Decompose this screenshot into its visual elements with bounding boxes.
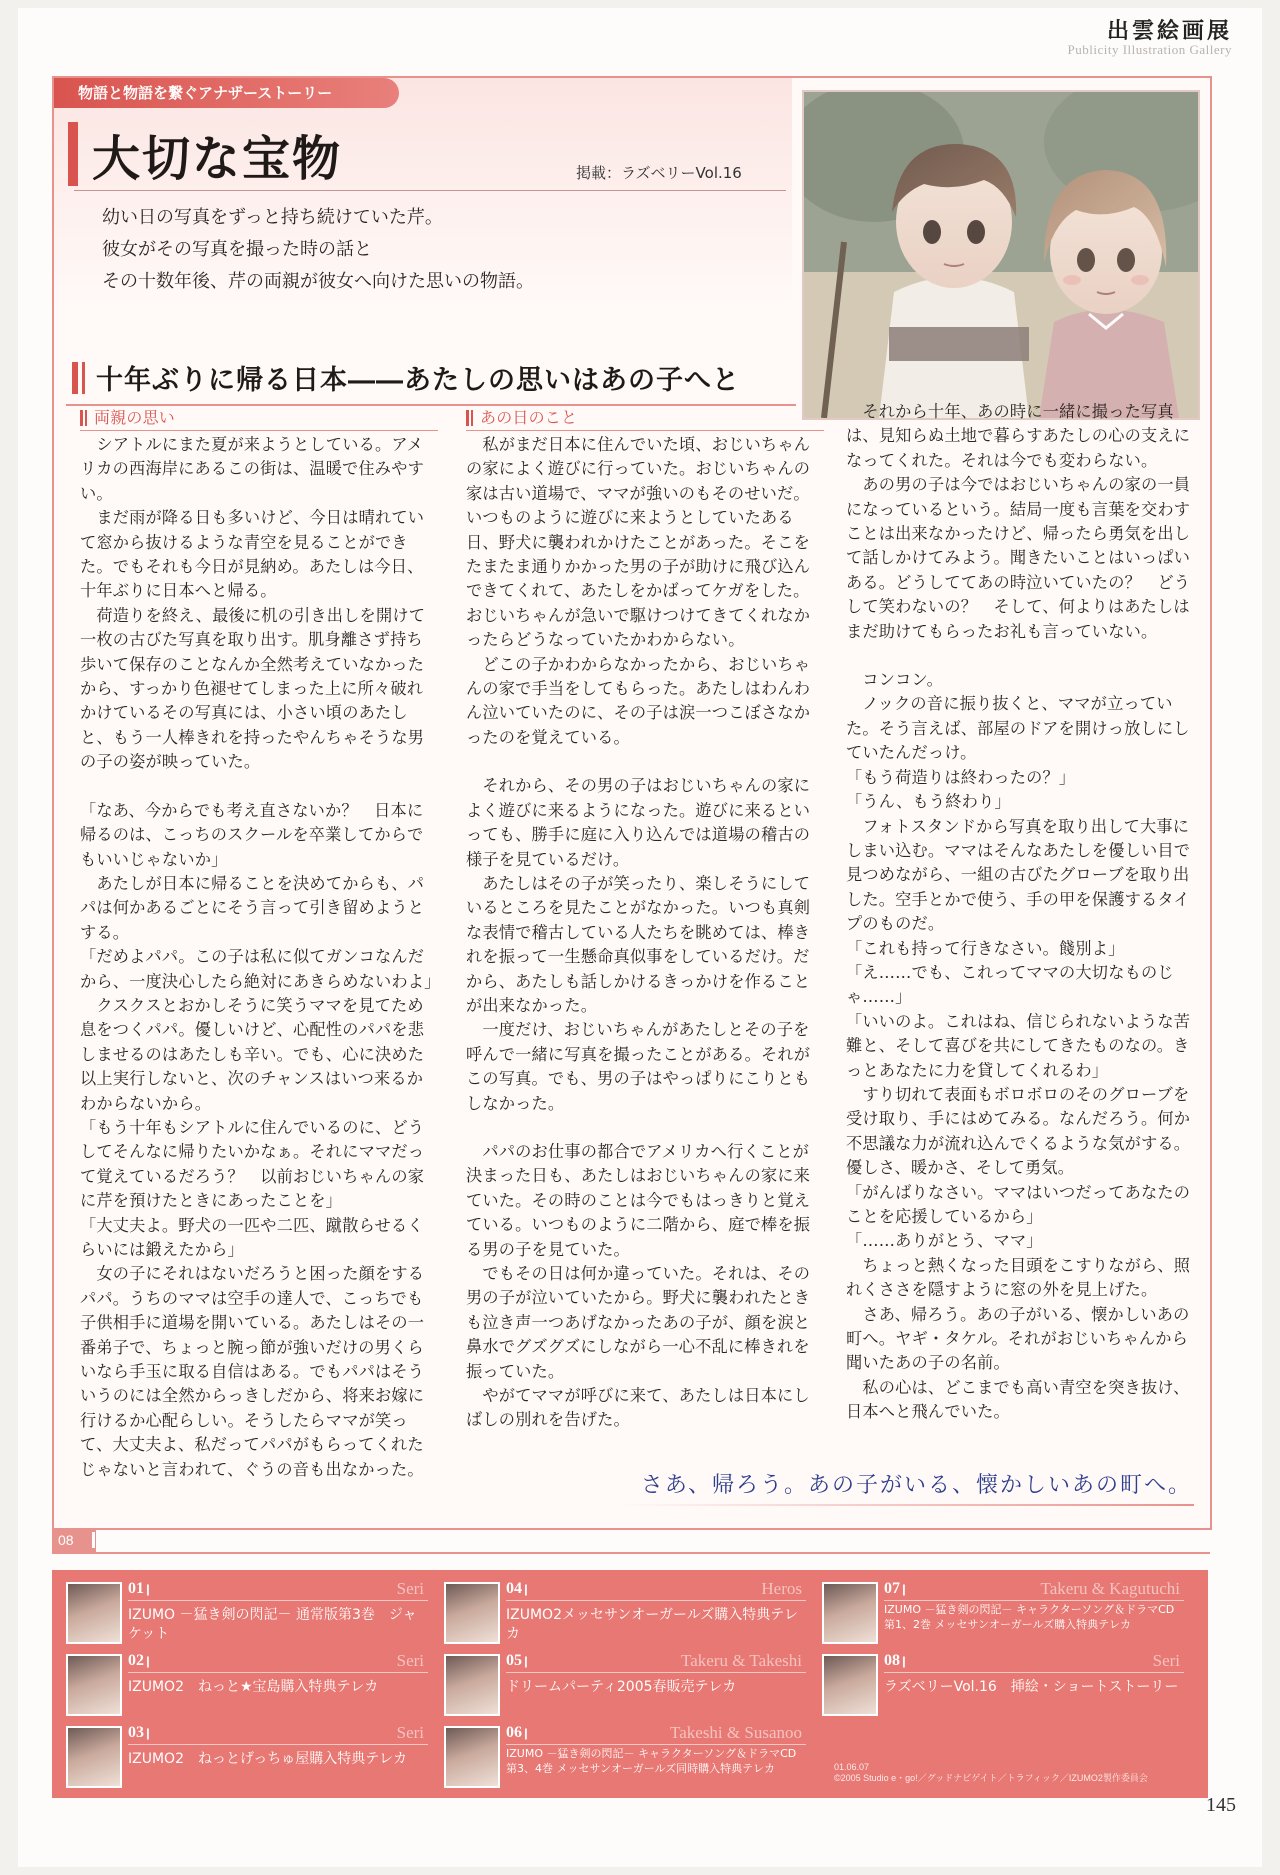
gallery-thumbnail xyxy=(822,1654,878,1716)
intro-line: 彼女がその写真を撮った時の話と xyxy=(102,239,372,260)
gallery-thumbnail xyxy=(66,1726,122,1788)
column-1 xyxy=(80,406,441,1482)
article-source: 掲載：ラズベリーVol.16 xyxy=(576,164,742,182)
paragraph: 「もう荷造りは終わったの？」 xyxy=(846,767,1076,787)
copyright-text: ©2005 Studio e・go!／グッドナビゲイト／トラフィック／IZUMO2製作委員会 xyxy=(834,1773,1148,1783)
paragraph: でもその日は何か違っていた。それは、その男の子が泣いていたから。野犬に襲われたときも泣き声一つあげなかったあの子が、顔を涙と鼻水でグズグズにしながら一心不乱に棒きれを振っていた。 xyxy=(466,1264,811,1381)
gallery-number: 07 ||| xyxy=(884,1580,912,1598)
header-title: 出雲絵画展 xyxy=(1106,18,1232,44)
paragraph: ちょっと熱くなった目頭をこすりながら、照れくささを隠すように窓の外を見上げた。 xyxy=(846,1255,1191,1300)
illustration-art xyxy=(804,92,1198,418)
paragraph: コンコン。 xyxy=(846,670,944,690)
gallery-character: Seri xyxy=(396,1579,424,1598)
gallery-thumbnail xyxy=(66,1654,122,1716)
gallery-description: IZUMO2メッセサンオーガールズ購入特典テレカ xyxy=(506,1607,799,1642)
article-intro xyxy=(102,202,762,298)
gallery-divider xyxy=(128,1600,428,1601)
paragraph: 「だめよパパ。この子は私に似てガンコなんだから、一度決心したら絶対にあきらめないわよ」 xyxy=(80,947,441,991)
paragraph: 私がまだ日本に住んでいた頃、おじいちゃんの家によく遊びに行っていた。おじいちゃんの家は古い道場で、ママが強いのもそのせいだ。いつものように遊びに来ようとしていたある日、野犬に襲われかけたことがあった。そこをたまたま通りかかった男の子が助けに飛び込んできてくれて、あたしをかばってケガをした。おじいちゃんが急いで駆けつけてきてくれなかったらどうなっていたかわからない。 xyxy=(466,435,811,650)
gallery-description: IZUMO －猛き剣の閃記－ キャラクターソング＆ドラマCD第1、2巻 メッセサンオーガールズ購入特典テレカ xyxy=(884,1603,1175,1631)
section-heading xyxy=(66,356,796,406)
gallery-item xyxy=(822,1652,1192,1720)
gallery-item xyxy=(444,1724,814,1792)
paragraph: パパのお仕事の都合でアメリカへ行くことが決まった日も、あたしはおじいちゃんの家に来ていた。その時のことは今でもはっきりと覚えている。いつものように二階から、庭で棒を振る男の子を見ていた。 xyxy=(466,1141,811,1259)
paragraph: さあ、帰ろう。あの子がいる、懐かしいあの町へ。ヤギ・タケル。それがおじいちゃんから聞いたあの子の名前。 xyxy=(846,1304,1190,1373)
paragraph: クスクスとおかしそうに笑うママを見てため息をつくパパ。優しいけど、心配性のパパを悲しませるのはあたしも辛い。でも、心に決めた以上実行しないと、次のチャンスはいつ来るかわからないから。 xyxy=(80,995,425,1113)
section-title: 十年ぶりに帰る日本――あたしの思いはあの子へと xyxy=(96,365,740,396)
gallery-divider xyxy=(884,1672,1184,1673)
gallery-character: Takeshi & Susanoo xyxy=(670,1723,802,1742)
paragraph: やがてママが呼びに来て、あたしは日本にしばしの別れを告げた。 xyxy=(466,1386,810,1430)
gallery-thumbnail xyxy=(444,1654,500,1716)
gallery-description: IZUMO －猛き剣の閃記－ 通常版第3巻 ジャケット xyxy=(128,1607,417,1642)
paragraph: 「大丈夫よ。野犬の一匹や二匹、蹴散らせるくらいには鍛えたから」 xyxy=(80,1215,424,1259)
gallery-item xyxy=(444,1580,814,1648)
gallery-item xyxy=(444,1652,814,1720)
paragraph: 「なあ、今からでも考え直さないか？ 日本に帰るのは、こっちのスクールを卒業してからでもいいじゃないか」 xyxy=(80,800,424,869)
bottom-divider xyxy=(52,1552,1210,1554)
gallery-thumbnail xyxy=(444,1582,500,1644)
paragraph: 荷造りを終え、最後に机の引き出しを開けて一枚の古びた写真を取り出す。肌身離さず持ち歩いて保存のことなんか全然考えていなかったから、すっかり色褪せてしまった上に所々破れかけているその写真には、小さい頃のあたしと、もう一人棒きれを持ったやんちゃそうな男の子の姿が映っていた。 xyxy=(80,605,426,772)
gallery-description: IZUMO2 ねっと★宝島購入特典テレカ xyxy=(128,1679,379,1695)
gallery-number: 06 ||| xyxy=(506,1724,534,1742)
gallery-number: 01 ||| xyxy=(128,1580,156,1598)
gallery-number: 08 ||| xyxy=(884,1652,912,1670)
column-heading: あの日のこと xyxy=(466,406,824,431)
paragraph: 「がんばりなさい。ママはいつだってあなたのことを応援しているから」 xyxy=(846,1182,1191,1226)
gallery-thumbnail xyxy=(444,1726,500,1788)
gallery-character: Heros xyxy=(761,1579,802,1598)
paragraph: あたしが日本に帰ることを決めてからも、パパは何かあるごとにそう言って引き留めようとする。 xyxy=(80,873,425,942)
closing-line: さあ、帰ろう。あの子がいる、懐かしいあの町へ。 xyxy=(640,1473,1192,1498)
paragraph: 「いいのよ。これはね、信じられないような苦難と、そして喜びを共にしてきたものなの。きっとあなたに力を貸してくれるわ」 xyxy=(846,1011,1191,1080)
column-3 xyxy=(846,400,1204,1425)
gallery-strip xyxy=(52,1570,1208,1798)
section-accent-bar xyxy=(82,362,85,394)
gallery-divider xyxy=(884,1600,1184,1601)
gallery-description: IZUMO2 ねっとげっちゅ屋購入特典テレカ xyxy=(128,1751,407,1767)
paragraph: あたしはその子が笑ったり、楽しそうにしているところを見たことがなかった。いつも真剣な表情で稽古している人たちを眺めては、棒きれを振って一生懸命真似事をしているだけ。だから、あたしも話しかけるきっかけを作ることが出来なかった。 xyxy=(466,873,811,1015)
copyright-date: 01.06.07 xyxy=(834,1762,870,1772)
paragraph: 「……ありがとう、ママ」 xyxy=(846,1231,1043,1251)
paragraph: フォトスタンドから写真を取り出して大事にしまい込む。ママはそんなあたしを優しい目で見つめながら、一組の古びたグローブを取り出した。空手とかで使う、手の甲を保護するタイプのものだ。 xyxy=(846,816,1191,934)
gallery-number: 05 ||| xyxy=(506,1652,534,1670)
paragraph-gap xyxy=(846,644,1204,668)
gallery-description: ラズベリーVol.16 挿絵・ショートストーリー xyxy=(884,1679,1179,1695)
paragraph: 「もう十年もシアトルに住んでいるのに、どうしてそんなに帰りたいかなぁ。それにママだって覚えているだろう？ 以前おじいちゃんの家に芹を預けたときにあったことを」 xyxy=(80,1117,425,1211)
tagline: 物語と物語を繋ぐアナザーストーリー xyxy=(54,78,399,108)
paragraph: 「これも持って行きなさい。餞別よ」 xyxy=(846,938,1125,958)
gallery-character: Takeru & Kagutuchi xyxy=(1040,1579,1180,1598)
section-accent-bar xyxy=(72,362,78,394)
paragraph: それから、その男の子はおじいちゃんの家によく遊びに来るようになった。遊びに来るといっても、勝手に庭に入り込んでは道場の稽古の様子を見ているだけ。 xyxy=(466,776,811,869)
title-accent-bar xyxy=(68,122,78,186)
paragraph: それから十年、あの時に一緒に撮った写真は、見知らぬ土地で暮らすあたしの心の支えになってくれた。それは今でも変わらない。 xyxy=(846,402,1191,470)
header-subtitle: Publicity Illustration Gallery xyxy=(1067,42,1232,57)
paragraph: どこの子かわからなかったから、おじいちゃんの家で手当をしてもらった。あたしはわんわん泣いていたのに、その子は涙一つこぼさなかったのを覚えている。 xyxy=(466,654,811,747)
illustration-image xyxy=(802,90,1200,420)
paragraph: あの男の子は今ではおじいちゃんの家の一員になっているという。結局一度も言葉を交わすことは出来なかったけど、帰ったら勇気を出して話しかけてみよう。聞きたいことはいっぱいある。どうしててあの時泣いていたの？ どうして笑わないの？ そして、何よりはあたしはまだ助けてもらったお礼も言っていない。 xyxy=(846,475,1191,641)
gallery-divider xyxy=(506,1672,806,1673)
copyright xyxy=(834,1762,1148,1784)
gallery-number: 04 ||| xyxy=(506,1580,534,1598)
column-heading: 両親の思い xyxy=(80,406,438,431)
gallery-character: Seri xyxy=(396,1723,424,1742)
page-number: 145 xyxy=(1206,1794,1236,1816)
closing-underline xyxy=(614,1504,1194,1506)
gallery-item xyxy=(66,1580,436,1648)
gallery-item xyxy=(66,1724,436,1792)
gallery-character: Takeru & Takeshi xyxy=(681,1651,802,1670)
paragraph-gap xyxy=(466,1116,824,1140)
intro-line: その十数年後、芹の両親が彼女へ向けた思いの物語。 xyxy=(102,271,534,292)
gallery-description: IZUMO －猛き剣の閃記－ キャラクターソング＆ドラマCD第3、4巻 メッセサンオーガールズ同時購入特典テレカ xyxy=(506,1747,797,1775)
gallery-character: Seri xyxy=(396,1651,424,1670)
gallery-item xyxy=(66,1652,436,1720)
page xyxy=(18,8,1262,1867)
title-divider xyxy=(74,190,786,191)
gallery-description: ドリームパーティ2005春販売テレカ xyxy=(506,1679,737,1695)
paragraph-gap xyxy=(466,750,824,774)
gallery-thumbnail xyxy=(822,1582,878,1644)
article-frame xyxy=(52,76,1212,1530)
gallery-divider xyxy=(128,1744,428,1745)
paragraph: 私の心は、どこまでも高い青空を突き抜け、日本へと飛んでいた。 xyxy=(846,1377,1190,1422)
gallery-number: 03 ||| xyxy=(128,1724,156,1742)
gallery-divider xyxy=(506,1744,806,1745)
paragraph: 一度だけ、おじいちゃんがあたしとその子を呼んで一緒に写真を撮ったことがある。それがこの写真。でも、男の子はやっぱりにこりともしなかった。 xyxy=(466,1020,811,1113)
paragraph: ノックの音に振り抜くと、ママが立っていた。そう言えば、部屋のドアを開けっ放しにしていたんだっけ。 xyxy=(846,694,1190,763)
paragraph: 「え……でも、これってママの大切なものじゃ……」 xyxy=(846,962,1174,1007)
column-2 xyxy=(466,406,824,1433)
paragraph: まだ雨が降る日も多いけど、今日は晴れていて窓から抜けるような青空を見ることができた。でもそれも今日が見納め。あたしは今日、十年ぶりに日本へと帰る。 xyxy=(80,508,425,601)
gallery-thumbnail xyxy=(66,1582,122,1644)
paragraph: シアトルにまた夏が来ようとしている。アメリカの西海岸にあるこの街は、温暖で住みやすい。 xyxy=(80,435,424,503)
intro-line: 幼い日の写真をずっと持ち続けていた芹。 xyxy=(102,207,443,228)
gallery-character: Seri xyxy=(1152,1651,1180,1670)
paragraph: 女の子にそれはないだろうと困った顔をするパパ。うちのママは空手の達人で、こっちでも子供相手に道場を開いている。あたしはその一番弟子で、ちょっと腕っ節が強いだけの男くらいなら手玉に取る自信はある。でもパパはそういうのには全然からっきしだから、将来お嫁に行けるか心配らしい。そうしたらママが笑って、大丈夫よ、私だってパパがもらってくれたじゃないと言われて、ぐうの音も出なかった。 xyxy=(80,1264,425,1479)
gallery-divider xyxy=(506,1600,806,1601)
paragraph: 「うん、もう終わり」 xyxy=(846,792,1011,812)
gallery-divider xyxy=(128,1672,428,1673)
paragraph-gap xyxy=(80,775,438,799)
paragraph: すり切れて表面もボロボロのそのグローブを受け取り、手にはめてみる。なんだろう。何か不思議な力が流れ込んでくるような気がする。優しさ、暖かさ、そして勇気。 xyxy=(846,1084,1191,1178)
article-title: 大切な宝物 xyxy=(92,131,343,187)
page-tab: 08 xyxy=(52,1528,96,1552)
gallery-item xyxy=(822,1580,1192,1648)
gallery-number: 02 ||| xyxy=(128,1652,156,1670)
